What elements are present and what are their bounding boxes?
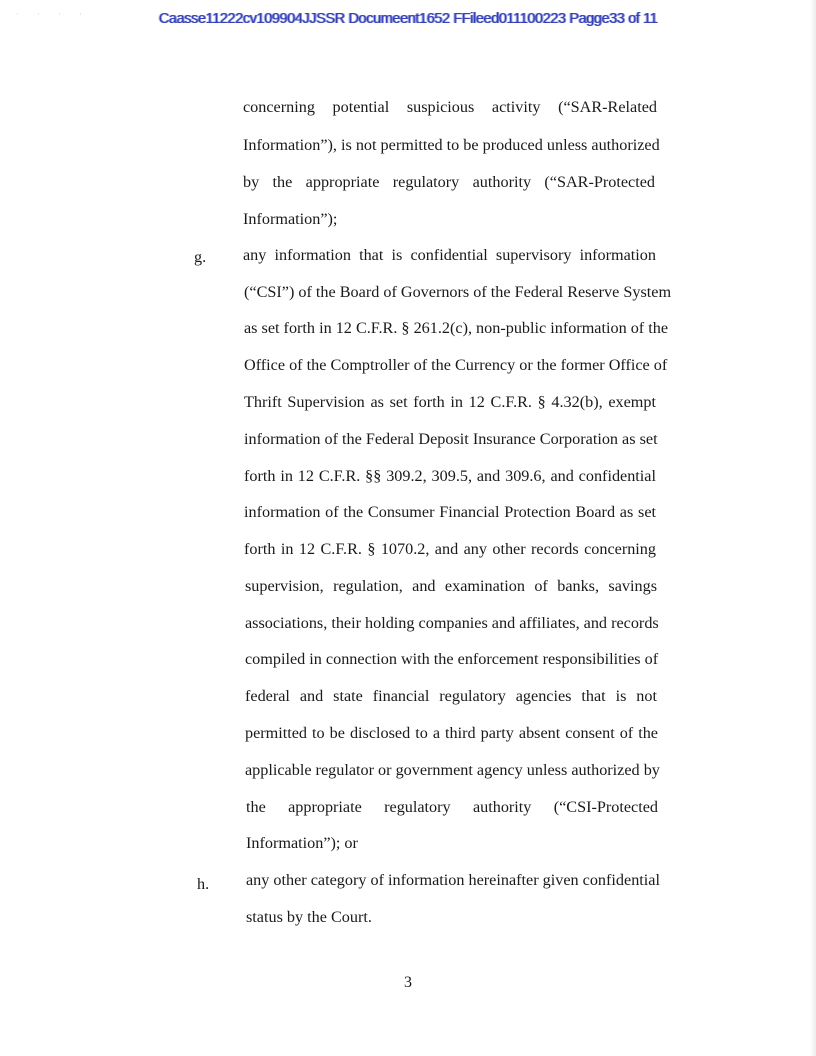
item-g-line: (“CSI”) of the Board of Governors of the Federal Reserve System [244,283,672,301]
item-g-line: permitted to be disclosed to a third party absent consent of the [245,724,658,742]
item-g-line: the appropriate regulatory authority (“CSI-Protected [246,798,658,816]
item-g-line: Information”); or [246,834,358,852]
item-h-line: any other category of information hereinafter given confidential [246,871,660,889]
item-g-line: as set forth in 12 C.F.R. § 261.2(c), non-public information of the [244,319,669,337]
case-header-stamp: Caasse11222cv109904JJSSR Documeent1652 FFileed011100223 Pagge33 of 11 [158,11,658,27]
item-g-line: forth in 12 C.F.R. § 1070.2, and any other records concerning [244,540,656,558]
body-line: Information”), is not permitted to be produced unless authorized [243,136,660,154]
item-g-line: associations, their holding companies and affiliates, and records [245,614,659,632]
item-g-line: applicable regulator or government agency unless authorized by [245,761,660,779]
list-marker-g: g. [194,248,207,266]
list-marker-h: h. [197,875,210,893]
item-g-line: Office of the Comptroller of the Currency or the former Office of [244,356,668,374]
item-g-line: Thrift Supervision as set forth in 12 C.F.R. § 4.32(b), exempt [244,393,656,411]
item-h-line: status by the Court. [246,908,372,926]
item-g-line: forth in 12 C.F.R. §§ 309.2, 309.5, and 309.6, and confidential [244,467,656,485]
body-line: Information”); [243,210,338,228]
item-g-line: compiled in connection with the enforcement responsibilities of [245,650,659,668]
item-g-line: federal and state financial regulatory agencies that is not [245,687,657,705]
item-g-line: information of the Consumer Financial Protection Board as set [244,503,656,521]
item-g-line: information of the Federal Deposit Insurance Corporation as set [244,430,658,448]
page-edge-shadow [810,0,816,1056]
body-line: by the appropriate regulatory authority (“SAR-Protected [243,173,655,191]
scan-artifact: · · · · [16,10,90,19]
page-number: 3 [404,974,412,991]
body-line: concerning potential suspicious activity (“SAR-Related [243,98,657,116]
item-g-line: supervision, regulation, and examination of banks, savings [245,577,657,595]
item-g-line: any information that is confidential supervisory information [243,246,656,264]
